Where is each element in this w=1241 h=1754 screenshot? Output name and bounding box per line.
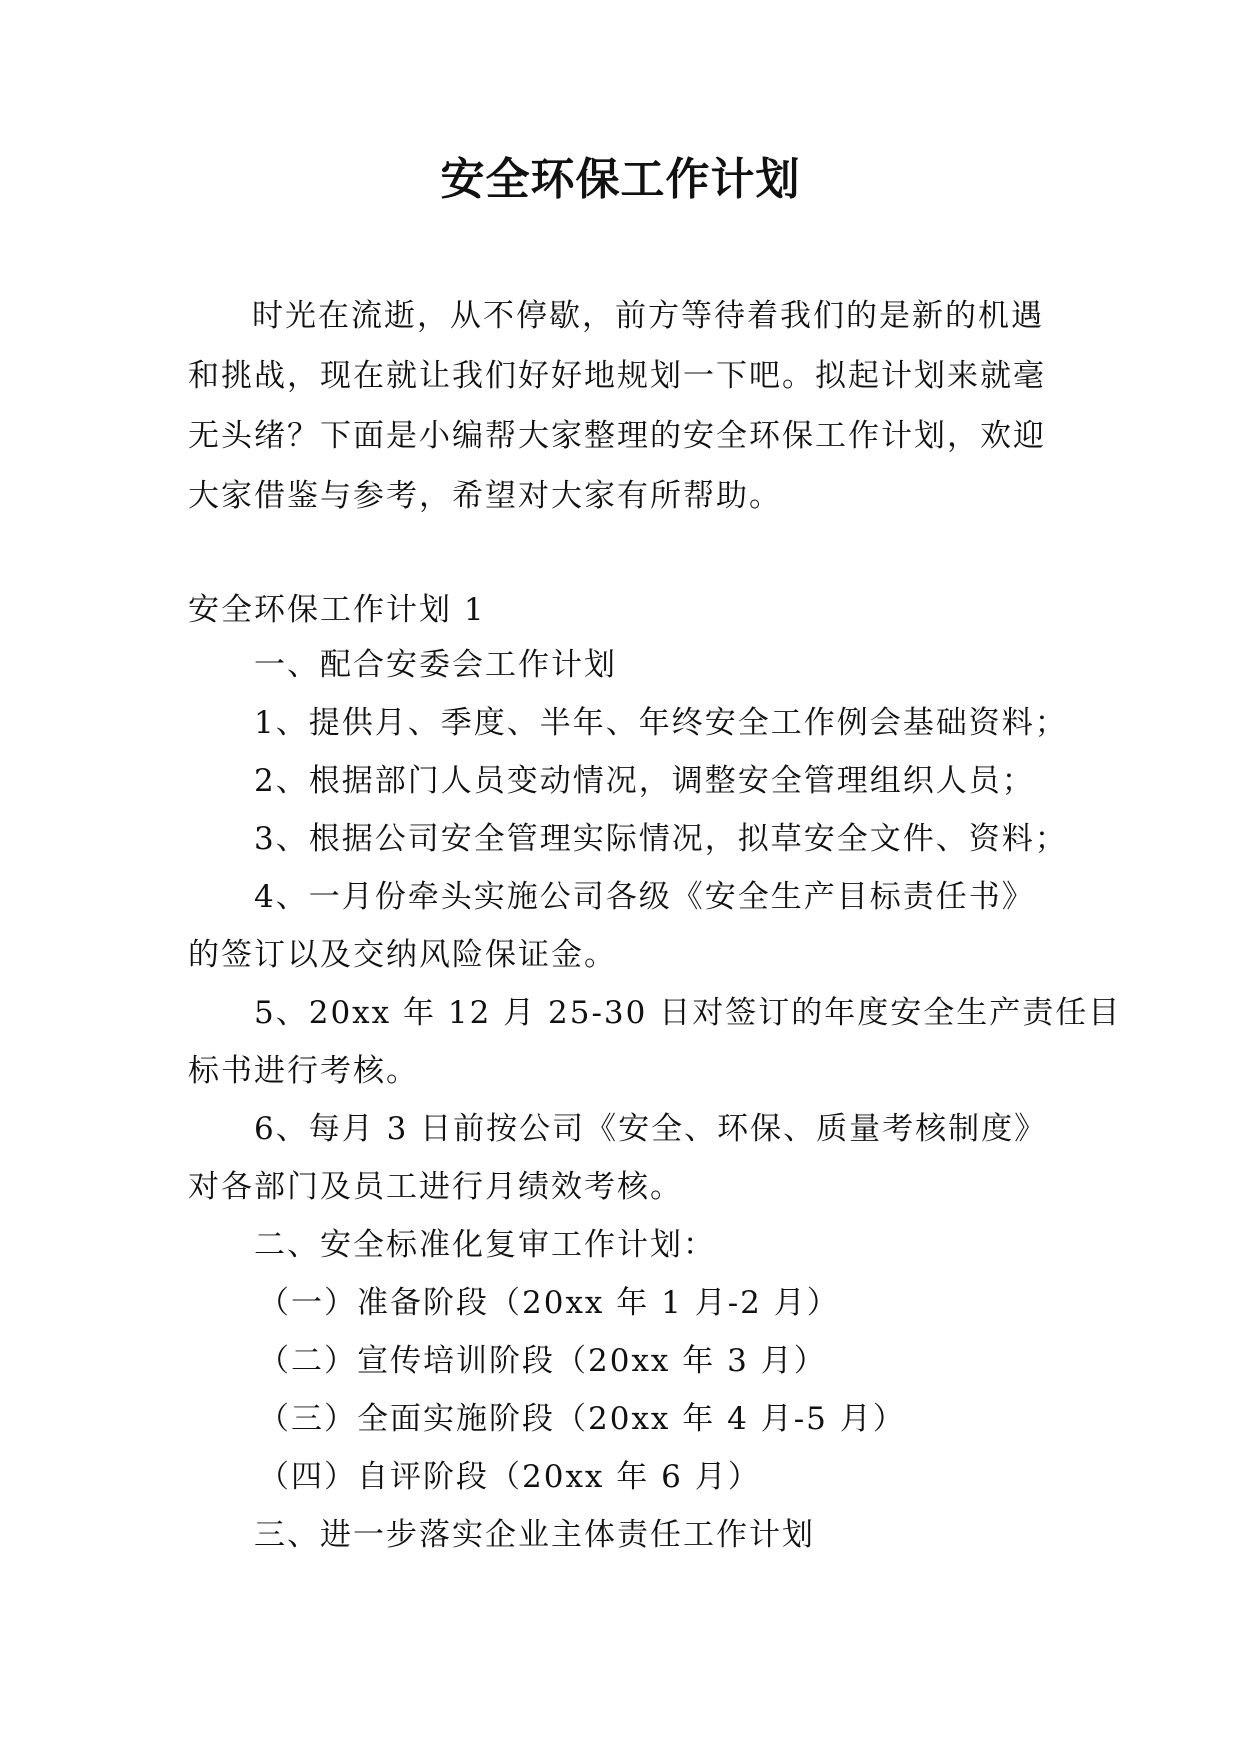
intro-paragraph: 时光在流逝，从不停歇，前方等待着我们的是新的机遇和挑战，现在就让我们好好地规划一下吧。拟起计划来就毫无头绪？下面是小编帮大家整理的安全环保工作计划，欢迎大家借鉴与参考，希望对大家有所帮助。 — [188, 298, 1046, 514]
list-item-6-line-1: 6、每月 3 日前按公司《安全、环保、质量考核制度》 — [254, 1111, 1048, 1147]
list-item-4-line-1: 4、一月份牵头实施公司各级《安全生产目标责任书》 — [254, 879, 1035, 915]
document-title: 安全环保工作计划 — [440, 154, 801, 205]
stage-item-4: （四）自评阶段（20xx 年 6 月） — [258, 1459, 761, 1495]
list-item-5-line-1: 5、20xx 年 12 月 25-30 日对签订的年度安全生产责任目 — [254, 995, 1122, 1031]
list-item-5-line-2: 标书进行考核。 — [188, 1053, 419, 1089]
stage-item-2: （二）宣传培训阶段（20xx 年 3 月） — [258, 1343, 827, 1379]
part-heading-3: 三、进一步落实企业主体责任工作计划 — [254, 1517, 815, 1553]
list-item-6-line-2: 对各部门及员工进行月绩效考核。 — [188, 1169, 683, 1205]
stage-item-3: （三）全面实施阶段（20xx 年 4 月-5 月） — [258, 1401, 906, 1437]
list-item-1: 1、提供月、季度、半年、年终安全工作例会基础资料； — [254, 705, 1068, 741]
part-heading-1: 一、配合安委会工作计划 — [254, 647, 617, 683]
section-heading: 安全环保工作计划 1 — [188, 592, 486, 628]
list-item-4-line-2: 的签订以及交纳风险保证金。 — [188, 937, 617, 973]
list-item-2: 2、根据部门人员变动情况，调整安全管理组织人员； — [254, 763, 1035, 799]
list-item-3: 3、根据公司安全管理实际情况，拟草安全文件、资料； — [254, 821, 1068, 857]
part-heading-2: 二、安全标准化复审工作计划： — [254, 1227, 716, 1263]
stage-item-1: （一）准备阶段（20xx 年 1 月-2 月） — [258, 1285, 840, 1321]
